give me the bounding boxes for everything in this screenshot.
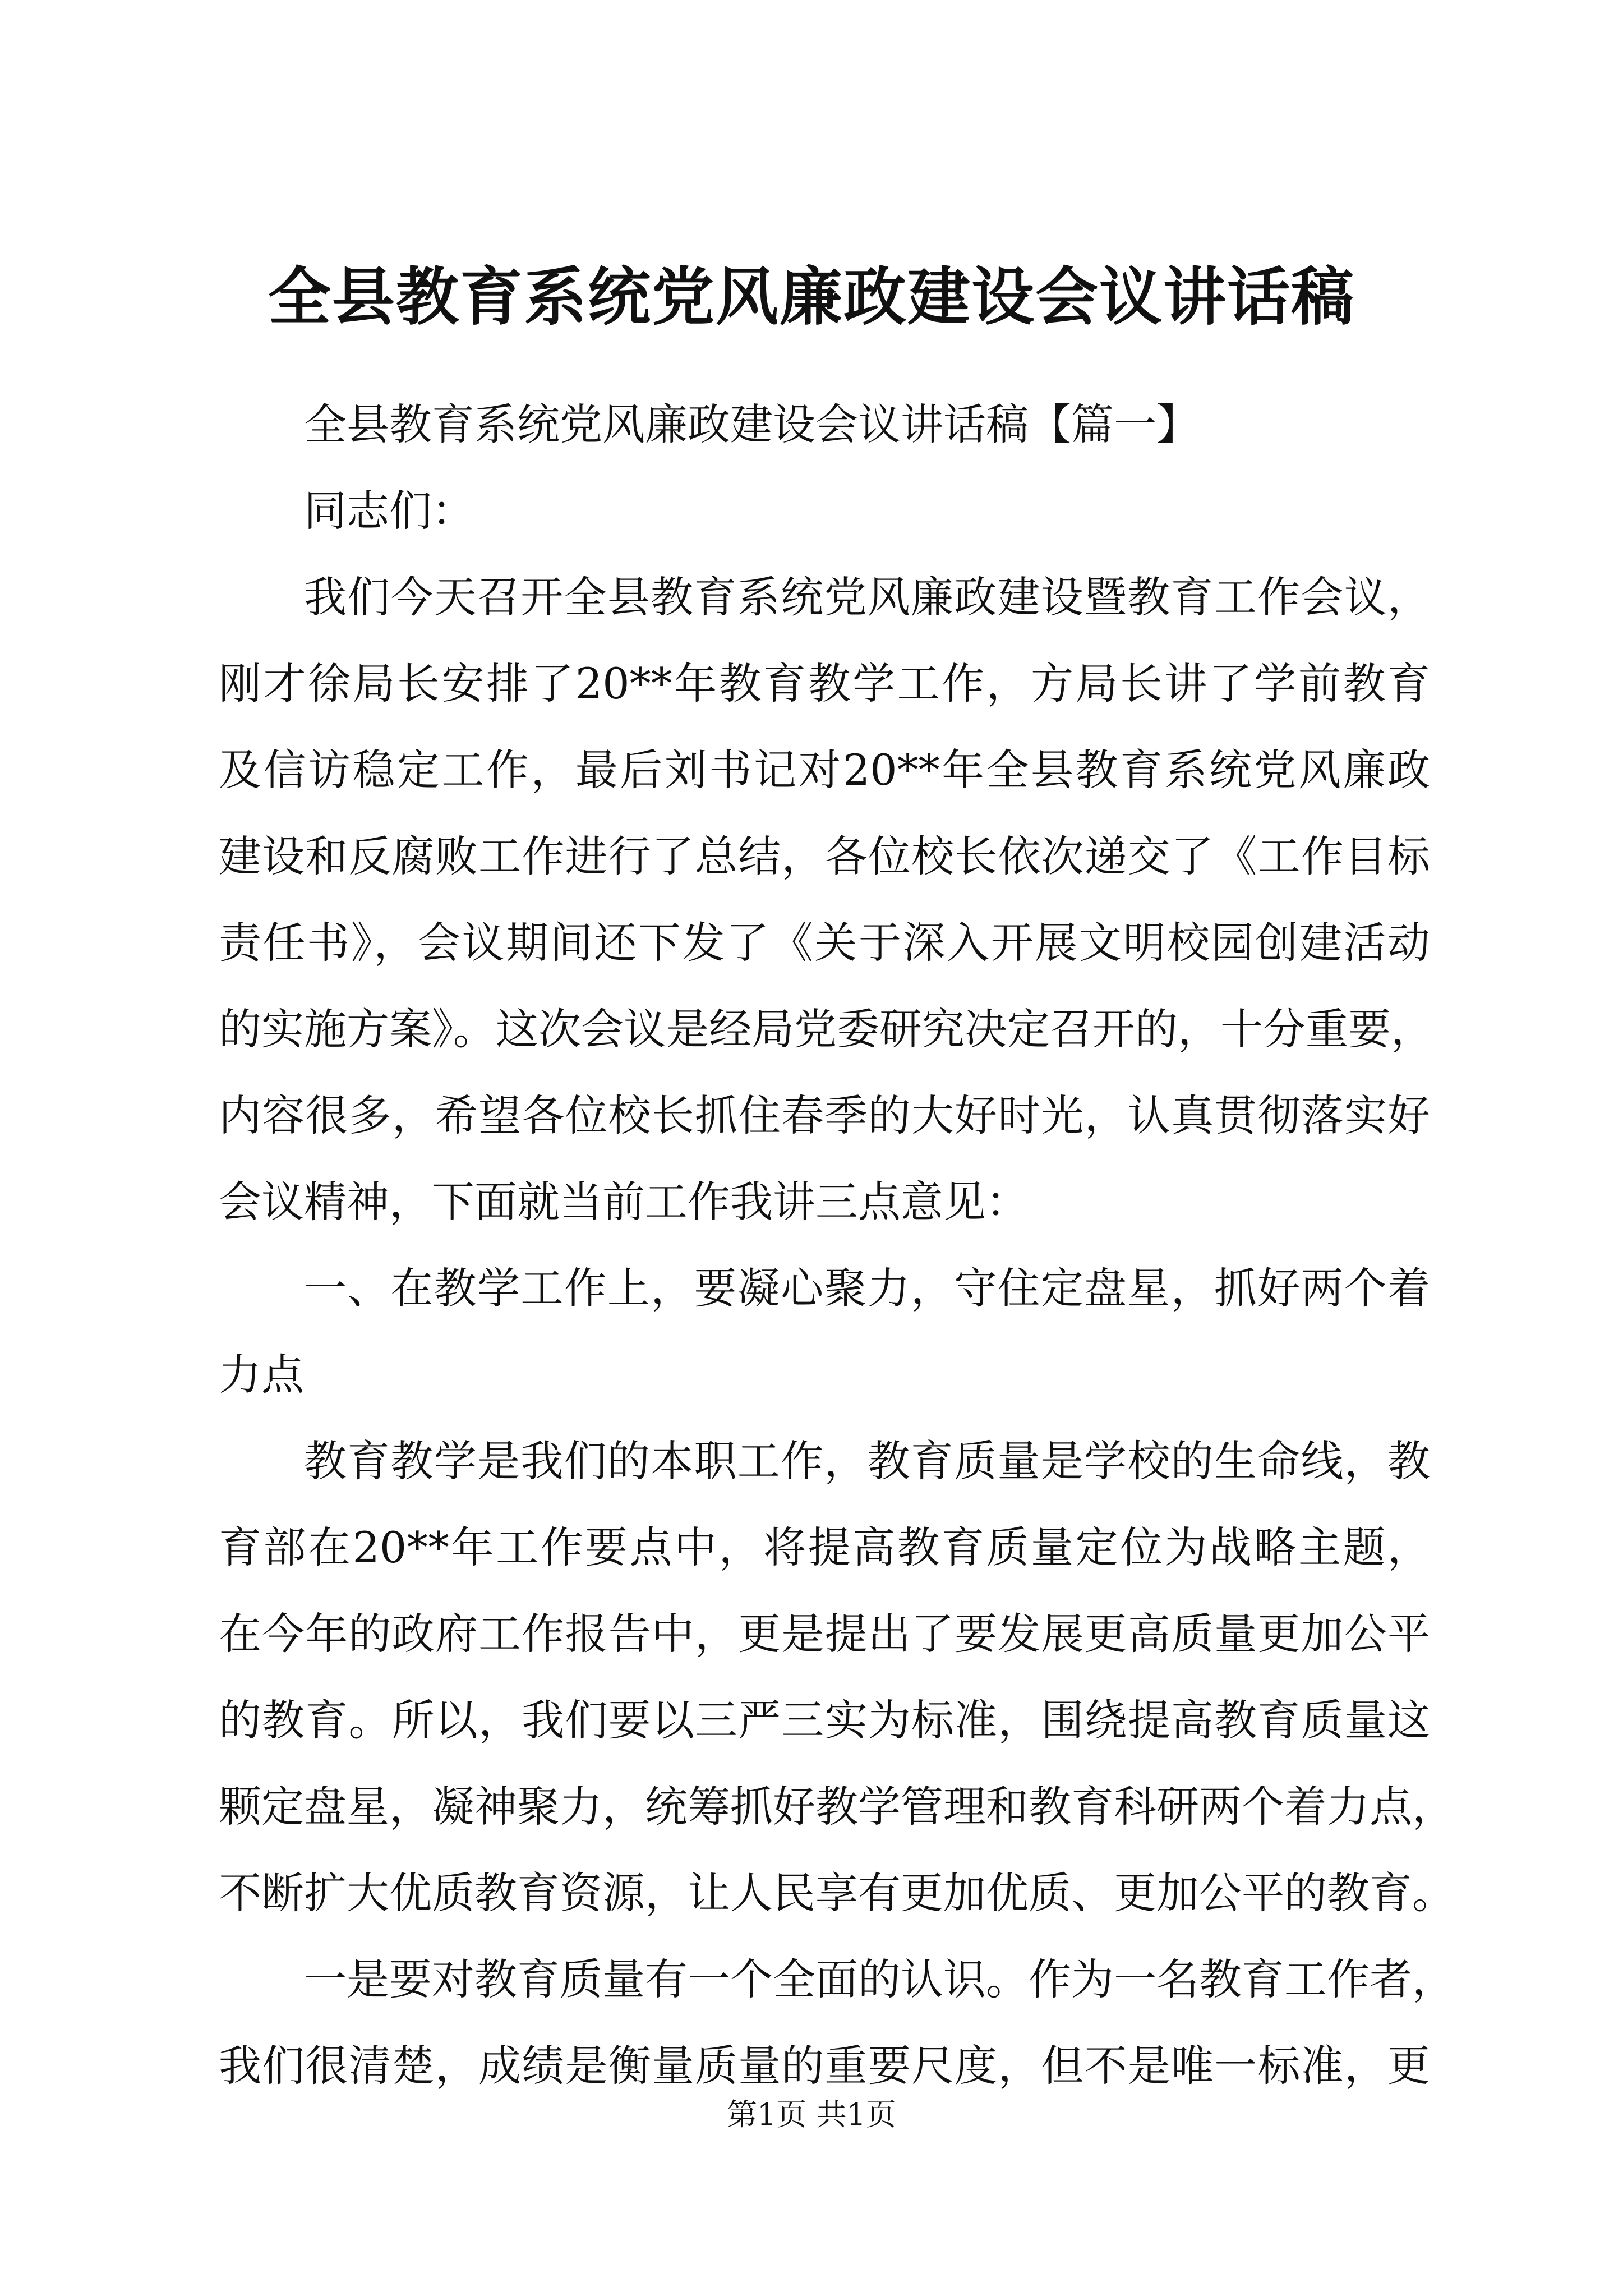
text-line: 颗定盘星，凝神聚力，统筹抓好教学管理和教育科研两个着力点， xyxy=(219,1782,1455,1832)
text-line: 一、在教学工作上，要凝心聚力，守住定盘星，抓好两个着 xyxy=(304,1263,1430,1313)
text-line: 责任书》，会议期间还下发了《关于深入开展文明校园创建活动 xyxy=(219,918,1430,968)
text-line: 及信访稳定工作，最后刘书记对20**年全县教育系统党风廉政 xyxy=(219,745,1430,795)
text-line: 教育教学是我们的本职工作，教育质量是学校的生命线，教 xyxy=(304,1436,1430,1486)
text-line: 全县教育系统党风廉政建设会议讲话稿【篇一】 xyxy=(304,399,1199,449)
text-line: 一是要对教育质量有一个全面的认识。作为一名教育工作者， xyxy=(304,1954,1455,2004)
text-line: 育部在20**年工作要点中，将提高教育质量定位为战略主题， xyxy=(219,1522,1430,1572)
text-line: 刚才徐局长安排了20**年教育教学工作，方局长讲了学前教育 xyxy=(219,659,1430,708)
text-line: 在今年的政府工作报告中，更是提出了要发展更高质量更加公平 xyxy=(219,1609,1430,1659)
text-line: 内容很多，希望各位校长抓住春季的大好时光，认真贯彻落实好 xyxy=(219,1091,1430,1140)
text-line: 我们今天召开全县教育系统党风廉政建设暨教育工作会议， xyxy=(304,572,1430,622)
text-line: 不断扩大优质教育资源，让人民享有更加优质、更加公平的教育。 xyxy=(219,1868,1455,1918)
text-line: 的教育。所以，我们要以三严三实为标准，围绕提高教育质量这 xyxy=(219,1695,1430,1745)
text-line: 同志们： xyxy=(304,486,474,536)
text-line: 我们很清楚，成绩是衡量质量的重要尺度，但不是唯一标准，更 xyxy=(219,2041,1430,2091)
text-line: 建设和反腐败工作进行了总结，各位校长依次递交了《工作目标 xyxy=(219,831,1430,881)
text-line: 的实施方案》。这次会议是经局党委研究决定召开的，十分重要， xyxy=(219,1004,1433,1054)
page-footer: 第1页 共1页 xyxy=(727,2097,896,2132)
document-body xyxy=(219,381,1455,2109)
document-title: 全县教育系统党风廉政建设会议讲话稿 xyxy=(268,260,1355,334)
text-line: 会议精神，下面就当前工作我讲三点意见： xyxy=(219,1177,1029,1227)
text-line: 力点 xyxy=(219,1350,304,1400)
